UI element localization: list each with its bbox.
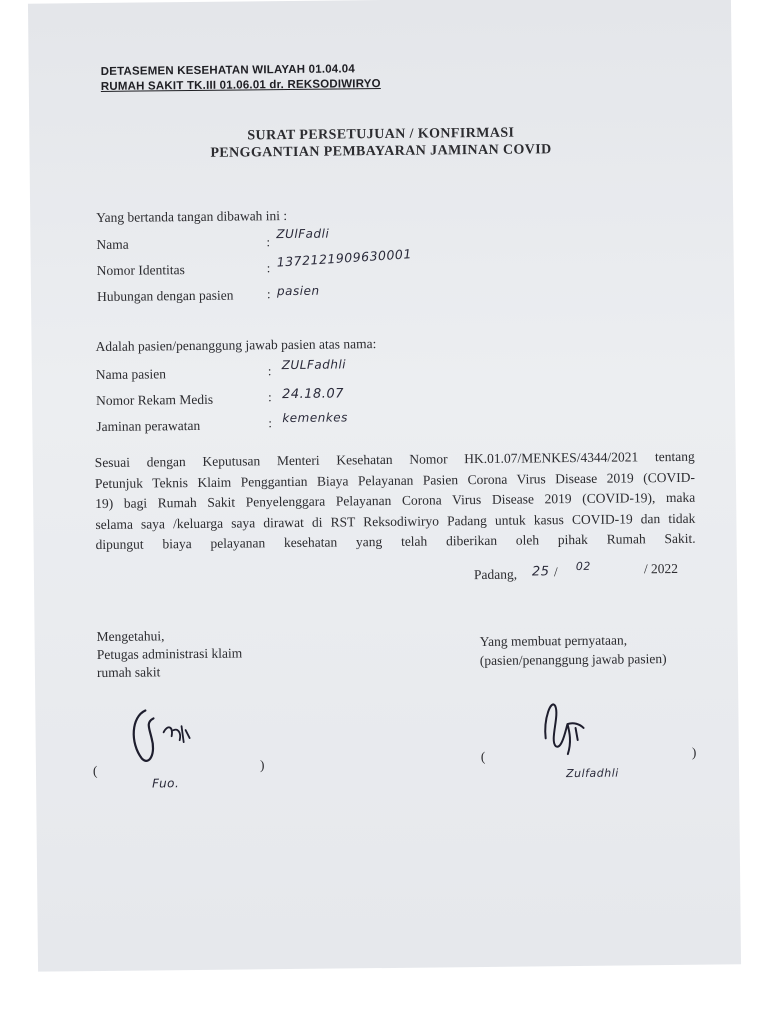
document-title-line-1: SURAT PERSETUJUAN / KONFIRMASI (247, 125, 515, 144)
left-signed-name: Fuo. (152, 776, 180, 791)
handwritten-hubungan: pasien (276, 283, 320, 299)
field-label-nomor-identitas: Nomor Identitas (96, 262, 185, 279)
right-signature (531, 688, 612, 774)
handwritten-nomor-identitas: 1372121909630001 (276, 246, 413, 270)
left-open-paren: ( (92, 763, 98, 779)
colon: : (266, 260, 271, 276)
handwritten-nomor-rekam-medis: 24.18.07 (281, 386, 345, 403)
statement-line: Petunjuk Teknis Klaim Penggantian Biaya Pelayanan Pasien Corona Virus Disease 2019 (COVID- (94, 469, 696, 491)
left-block-line-1: Mengetahui, (96, 628, 165, 645)
institution-line-2: RUMAH SAKIT TK.III 01.06.01 dr. REKSODIWIRYO (100, 78, 381, 93)
signer-intro: Yang bertanda tangan dibawah ini : (96, 208, 288, 226)
date-separator: / (643, 561, 648, 577)
right-block-line-1: Yang membuat pernyataan, (479, 632, 628, 650)
handwritten-nama: ZUlFadli (276, 226, 330, 242)
right-close-paren: ) (691, 744, 697, 760)
colon: : (268, 389, 272, 405)
handwritten-day: 25 (531, 564, 550, 580)
document-title-line-2: PENGGANTIAN PEMBAYARAN JAMINAN COVID (210, 142, 552, 161)
field-label-hubungan: Hubungan dengan pasien (96, 287, 234, 304)
statement-line: Sesuai dengan Keputusan Menteri Kesehatan Nomor HK.01.07/MENKES/4344/2021 tentang (94, 448, 695, 471)
colon: : (267, 363, 272, 379)
left-block-line-2: Petugas administrasi klaim (96, 645, 243, 663)
field-label-nama-pasien: Nama pasien (95, 366, 167, 383)
handwritten-jaminan-perawatan: kemenkes (282, 410, 348, 426)
institution-line-1: DETASEMEN KESEHATAN WILAYAH 01.04.04 (100, 63, 356, 78)
field-label-nomor-rekam-medis: Nomor Rekam Medis (96, 391, 214, 409)
statement-line: 19) bagi Rumah Sakit Penyelenggara Pelayanan Corona Virus Disease 2019 (COVID-19), maka (95, 489, 696, 512)
patient-intro: Adalah pasien/penanggung jawab pasien atas nama: (95, 336, 377, 355)
field-label-jaminan-perawatan: Jaminan perawatan (96, 417, 201, 435)
colon: : (266, 234, 271, 250)
left-signature (123, 702, 214, 778)
field-label-nama: Nama (96, 236, 129, 253)
colon: : (266, 286, 271, 302)
date-place: Padang, (473, 566, 518, 583)
right-open-paren: ( (480, 748, 486, 765)
handwritten-nama-pasien: ZULFadhli (281, 357, 347, 373)
statement-paragraph (95, 447, 696, 556)
statement-line: dipungut biaya pelayanan kesehatan yang telah diberikan oleh pihak Rumah Sakit. (95, 530, 696, 553)
left-block-line-3: rumah sakit (96, 664, 161, 681)
right-block-line-2: (pasien/penanggung jawab pasien) (479, 651, 667, 669)
colon: : (268, 415, 273, 431)
left-close-paren: ) (259, 757, 265, 773)
date-separator: / (553, 564, 558, 580)
statement-line: selama saya /keluarga saya dirawat di RST Reksodiwiryo Padang untuk kasus COVID-19 dan tidak (95, 510, 696, 532)
handwritten-month: 02 (575, 559, 591, 574)
document-page (28, 0, 741, 972)
right-signed-name: Zulfadhli (565, 766, 619, 781)
date-year: 2022 (650, 560, 678, 577)
